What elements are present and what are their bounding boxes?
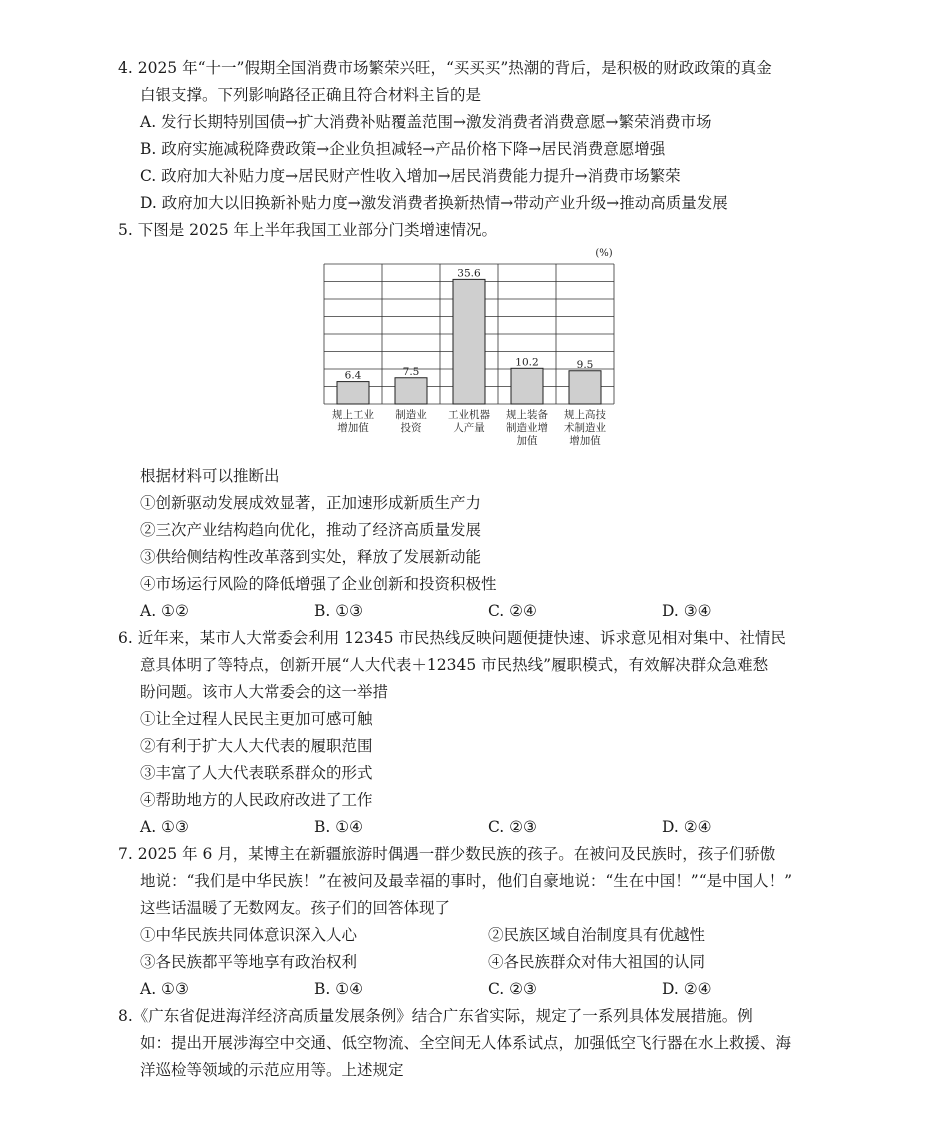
category-label: 术制造业: [564, 422, 606, 434]
q4-stem-line1: 4. 2025 年“十一”假期全国消费市场繁荣兴旺，“买买买”热潮的背后，是积极的财政政策的真金: [118, 59, 772, 77]
q8-stem-line2: 如：提出开展涉海空中交通、低空物流、全空间无人体系试点，加强低空飞行器在水上救援、海: [140, 1034, 792, 1052]
q6-item-1: ①让全过程人民民主更加可感可触: [140, 710, 373, 728]
q5-stem: 5. 下图是 2025 年上半年我国工业部分门类增速情况。: [118, 221, 498, 239]
q6-choice-d: D. ②④: [662, 818, 712, 836]
bar-value-label: 9.5: [576, 358, 594, 371]
q8-stem-line3: 洋巡检等领域的示范应用等。上述规定: [140, 1061, 404, 1079]
category-label: 增加值: [569, 435, 601, 447]
bar-value-label: 35.6: [457, 267, 481, 280]
q6-item-3: ③丰富了人大代表联系群众的形式: [140, 764, 373, 782]
q7-stem-line2: 地说：“我们是中华民族！”在被问及最幸福的事时，他们自豪地说：“生在中国！”“是中国人！”: [140, 872, 793, 890]
bar-0: [337, 382, 369, 404]
category-label: 制造业: [395, 409, 427, 421]
category-label: 规上高技: [564, 409, 606, 421]
q4-option-c: C. 政府加大补贴力度→居民财产性收入增加→居民消费能力提升→消费市场繁荣: [140, 167, 681, 185]
q5-choice-c: C. ②④: [488, 602, 537, 620]
q5-item-1: ①创新驱动发展成效显著，正加速形成新质生产力: [140, 494, 482, 512]
bar-3: [511, 368, 543, 404]
category-label: 加值: [516, 435, 538, 447]
q5-choice-a: A. ①②: [140, 602, 189, 620]
q6-choice-c: C. ②③: [488, 818, 537, 836]
category-label: 规上装备: [506, 409, 548, 421]
q8-stem-line1: 8.《广东省促进海洋经济高质量发展条例》结合广东省实际，规定了一系列具体发展措施。例: [118, 1007, 753, 1025]
q7-item-4: ④各民族群众对伟大祖国的认同: [488, 953, 706, 971]
q7-choice-b: B. ①④: [314, 980, 364, 998]
bar-2: [453, 279, 485, 404]
industry-growth-bar-chart: [318, 246, 628, 471]
q4-option-a: A. 发行长期特别国债→扩大消费补贴覆盖范围→激发消费者消费意愿→繁荣消费市场: [140, 113, 712, 131]
q4-stem-line2: 白银支撑。下列影响路径正确且符合材料主旨的是: [140, 86, 482, 104]
category-label: 人产量: [453, 422, 485, 434]
q5-item-2: ②三次产业结构趋向优化，推动了经济高质量发展: [140, 521, 482, 539]
q6-item-4: ④帮助地方的人民政府改进了工作: [140, 791, 373, 809]
chart-bars: [337, 279, 601, 404]
q5-item-4: ④市场运行风险的降低增强了企业创新和投资积极性: [140, 575, 497, 593]
q7-choice-a: A. ①③: [140, 980, 189, 998]
category-label: 增加值: [337, 422, 369, 434]
q7-choice-d: D. ②④: [662, 980, 712, 998]
bar-value-label: 10.2: [515, 356, 539, 369]
category-label: 工业机器: [448, 409, 490, 421]
q5-choice-d: D. ③④: [662, 602, 712, 620]
q7-item-1: ①中华民族共同体意识深入人心: [140, 926, 358, 944]
q5-choice-b: B. ①③: [314, 602, 364, 620]
bar-4: [569, 371, 601, 404]
bar-value-label: 7.5: [402, 365, 420, 378]
bar-value-label: 6.4: [344, 369, 362, 382]
chart-unit-label: (%): [595, 248, 613, 259]
q7-choice-c: C. ②③: [488, 980, 537, 998]
q6-stem-line1: 6. 近年来，某市人大常委会利用 12345 市民热线反映问题便捷快速、诉求意见相对集中、社情民: [118, 629, 786, 647]
q7-item-3: ③各民族都平等地享有政治权利: [140, 953, 358, 971]
q6-choice-b: B. ①④: [314, 818, 364, 836]
q6-choice-a: A. ①③: [140, 818, 189, 836]
q4-option-b: B. 政府实施减税降费政策→企业负担减轻→产品价格下降→居民消费意愿增强: [140, 140, 666, 158]
category-label: 投资: [400, 422, 422, 434]
q7-stem-line1: 7. 2025 年 6 月，某博主在新疆旅游时偶遇一群少数民族的孩子。在被问及民族时，孩子们骄傲: [118, 845, 776, 863]
q7-stem-line3: 这些话温暖了无数网友。孩子们的回答体现了: [140, 899, 451, 917]
q6-stem-line3: 盼问题。该市人大常委会的这一举措: [140, 683, 389, 701]
q7-item-2: ②民族区域自治制度具有优越性: [488, 926, 706, 944]
q4-option-d: D. 政府加大以旧换新补贴力度→激发消费者换新热情→带动产业升级→推动高质量发展: [140, 194, 728, 212]
q5-item-3: ③供给侧结构性改革落到实处，释放了发展新动能: [140, 548, 482, 566]
chart-category-labels: [332, 408, 606, 447]
q6-stem-line2: 意具体明了等特点，创新开展“人大代表＋12345 市民热线”履职模式，有效解决群众急难愁: [140, 656, 769, 674]
category-label: 制造业增: [506, 422, 548, 434]
q6-item-2: ②有利于扩大人大代表的履职范围: [140, 737, 373, 755]
q5-after-text: 根据材料可以推断出: [140, 467, 280, 485]
bar-1: [395, 378, 427, 404]
category-label: 规上工业: [332, 409, 374, 421]
